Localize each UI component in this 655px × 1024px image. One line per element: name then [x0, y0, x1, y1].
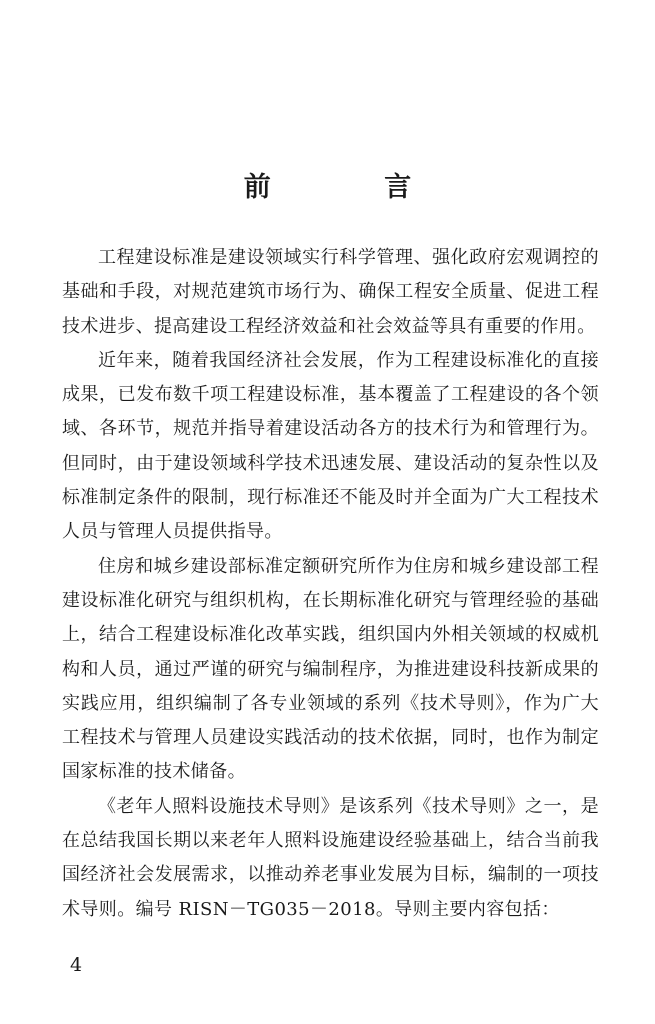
paragraph-1: 工程建设标准是建设领域实行科学管理、强化政府宏观调控的基础和手段，对规范建筑市场行为、确保工程安全质量、促进工程技术进步、提高建设工程经济效益和社会效益等具有重要的作用。 [62, 247, 599, 337]
paragraph-3: 住房和城乡建设部标准定额研究所作为住房和城乡建设部工程建设标准化研究与组织机构，在长期标准化研究与管理经验的基础上，结合工程建设标准化改革实践，组织国内外相关领域的权威机构和人员，通过严谨的研究与编制程序，为推进建设科技新成果的实践应用，组织编制了各专业领域的系列《技术导则》，作为广大工程技术与管理人员建设实践活动的技术依据，同时，也作为制定国家标准的技术储备。 [62, 555, 599, 783]
body-text [62, 241, 599, 927]
paragraph-4: 《老年人照料设施技术导则》是该系列《技术导则》之一，是在总结我国长期以来老年人照料设施建设经验基础上，结合当前我国经济社会发展需求，以推动养老事业发展为目标，编制的一项技术导则。编号 RISN－TG035－2018。导则主要内容包括： [62, 795, 599, 920]
page-title: 前 言 [243, 172, 464, 203]
page-number: 4 [70, 954, 83, 976]
paragraph-2: 近年来，随着我国经济社会发展，作为工程建设标准化的直接成果，已发布数千项工程建设标准，基本覆盖了工程建设的各个领域、各环节，规范并指导着建设活动各方的技术行为和管理行为。但同时，由于建设领域科学技术迅速发展、建设活动的复杂性以及标准制定条件的限制，现行标准还不能及时并全面为广大工程技术人员与管理人员提供指导。 [62, 349, 599, 543]
